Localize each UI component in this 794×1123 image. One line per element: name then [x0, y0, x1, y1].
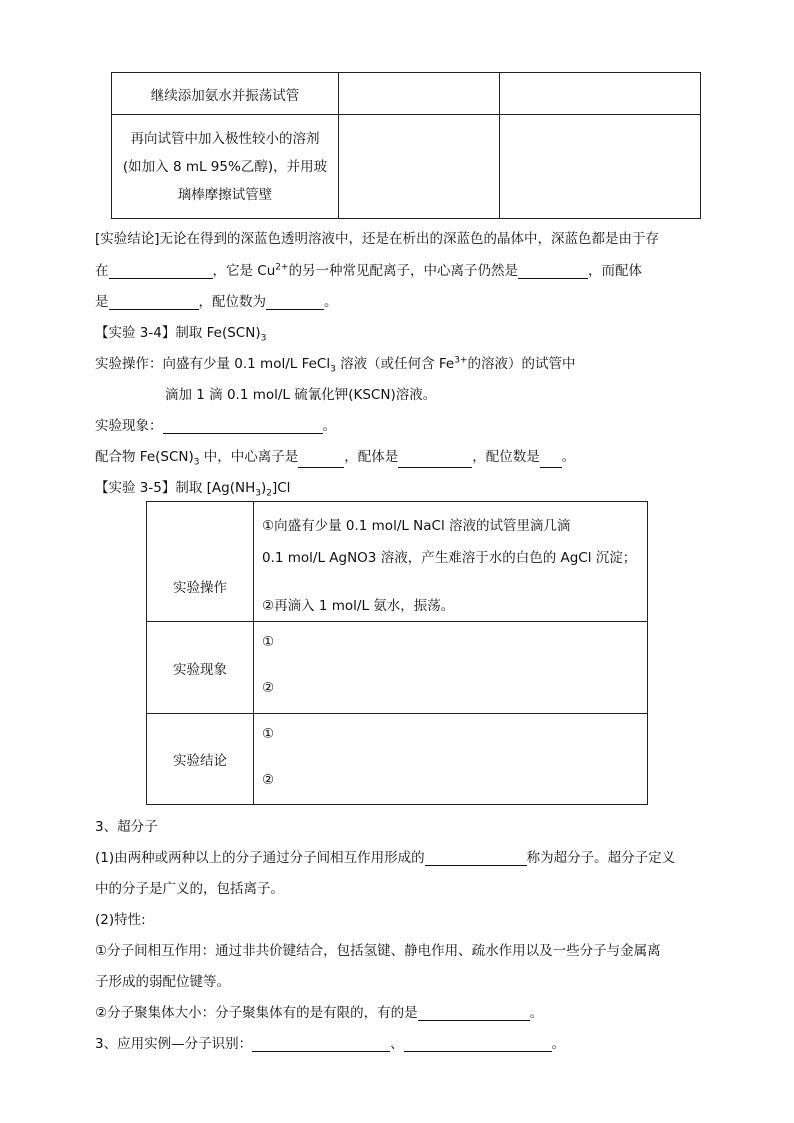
blank-aggregate-size[interactable] [418, 1006, 530, 1021]
conclusion-item-1: ① [262, 726, 275, 742]
table1-row2-explanation [500, 115, 701, 219]
phenomenon-label-cell [147, 622, 254, 714]
conclusion-line-2: 在 ，它是 $Cu^{2+}$的另一种常见配离子，中心离子仍然是 ，而配体 [95, 262, 643, 279]
step-text-line-1: 再向试管中加入极性较小的溶剂 [130, 130, 320, 147]
exp34-phenomenon: 实验现象： 。 [95, 418, 336, 434]
blank-ligand[interactable] [109, 295, 199, 310]
conclusion-line-3: 是 ，配位数为 。 [95, 294, 338, 310]
blank-coordination-number-fescn[interactable] [540, 453, 562, 468]
supra-p5: 3、应用实例—分子识别： 、 。 [95, 1036, 566, 1052]
supra-heading: 3、超分子 [95, 819, 158, 835]
supra-p1-line-2: 中的分子是广义的，包括离子。 [95, 881, 284, 897]
table1-row1-phenomenon [339, 73, 500, 115]
table1-row2-phenomenon [339, 115, 500, 219]
exp34-operation-line-1: 实验操作：向盛有少量 0.1 mol/L FeCl$_3$ 溶液（或任何含 $Fe^{3+}$的溶液）的试管中 [95, 355, 576, 375]
conclusion-item-2: ② [262, 772, 275, 788]
phenomenon-label: 实验现象 [173, 661, 227, 678]
conclusion-label-cell [147, 714, 254, 805]
operation-step-1b: 0.1 mol/L AgNO3 溶液，产生难溶于水的白色的 AgCl 沉淀； [262, 550, 637, 566]
exp35-title: 【实验 3-5】制取 $[Ag(NH_3)_2]Cl$ [95, 480, 291, 499]
blank-supramolecule[interactable] [425, 851, 527, 866]
blank-recognition-1[interactable] [252, 1037, 390, 1052]
operation-step-1a: ①向盛有少量 0.1 mol/L NaCl 溶液的试管里滴几滴 [262, 518, 571, 534]
supra-p3-line-1: ①分子间相互作用：通过非共价键结合，包括氢键、静电作用、疏水作用以及一些分子与金属离 [95, 943, 661, 959]
conclusion-label: 实验结论 [173, 753, 227, 769]
exp34-complex-line: 配合物 $Fe(SCN)_3$ 中，中心离子是 ，配体是 ，配位数是 。 [95, 449, 576, 468]
operation-step-2: ②再滴入 1 mol/L 氨水，振荡。 [262, 598, 455, 614]
table1-row2-step [112, 115, 339, 219]
experiment-table-1 [111, 72, 701, 219]
blank-phenomenon[interactable] [163, 419, 323, 434]
blank-ligand-fescn[interactable] [398, 453, 472, 468]
supra-p1-line-1: (1)由两种或两种以上的分子通过分子间相互作用形成的 称为超分子。超分子定义 [95, 850, 676, 866]
exp34-title: 【实验 3-4】制取 $Fe(SCN)_3$ [95, 325, 267, 344]
supra-p2: (2)特性: [95, 912, 146, 928]
operation-label: 实验操作 [173, 579, 227, 596]
step-text-line-3: 璃棒摩擦试管壁 [177, 186, 273, 203]
conclusion-content-cell [254, 714, 648, 805]
phenomenon-item-1: ① [262, 634, 275, 650]
blank-central-ion[interactable] [518, 264, 588, 279]
operation-content-cell [254, 502, 648, 622]
exp34-operation-line-2: 滴加 1 滴 0.1 mol/L 硫氰化钾(KSCN)溶液。 [165, 387, 437, 403]
step-text: 继续添加氨水并振荡试管 [150, 87, 300, 104]
blank-central-ion-fescn[interactable] [298, 453, 344, 468]
table1-row1-step [112, 73, 339, 115]
table1-row1-explanation [500, 73, 701, 115]
phenomenon-content-cell [254, 622, 648, 714]
conclusion-line-1: [实验结论]无论在得到的深蓝色透明溶液中，还是在析出的深蓝色的晶体中，深蓝色都是由于存 [95, 231, 660, 247]
phenomenon-item-2: ② [262, 680, 275, 696]
experiment-table-2 [146, 501, 648, 805]
blank-coordination-number[interactable] [266, 295, 324, 310]
blank-recognition-2[interactable] [404, 1037, 552, 1052]
operation-label-cell [147, 502, 254, 622]
supra-p3-line-2: 子形成的弱配位键等。 [95, 974, 230, 990]
supra-p4: ②分子聚集体大小：分子聚集体有的是有限的，有的是 。 [95, 1005, 544, 1021]
blank-complex-ion[interactable] [109, 264, 213, 279]
step-text-line-2: (如加入 8 mL 95%乙醇)，并用玻 [122, 158, 328, 175]
